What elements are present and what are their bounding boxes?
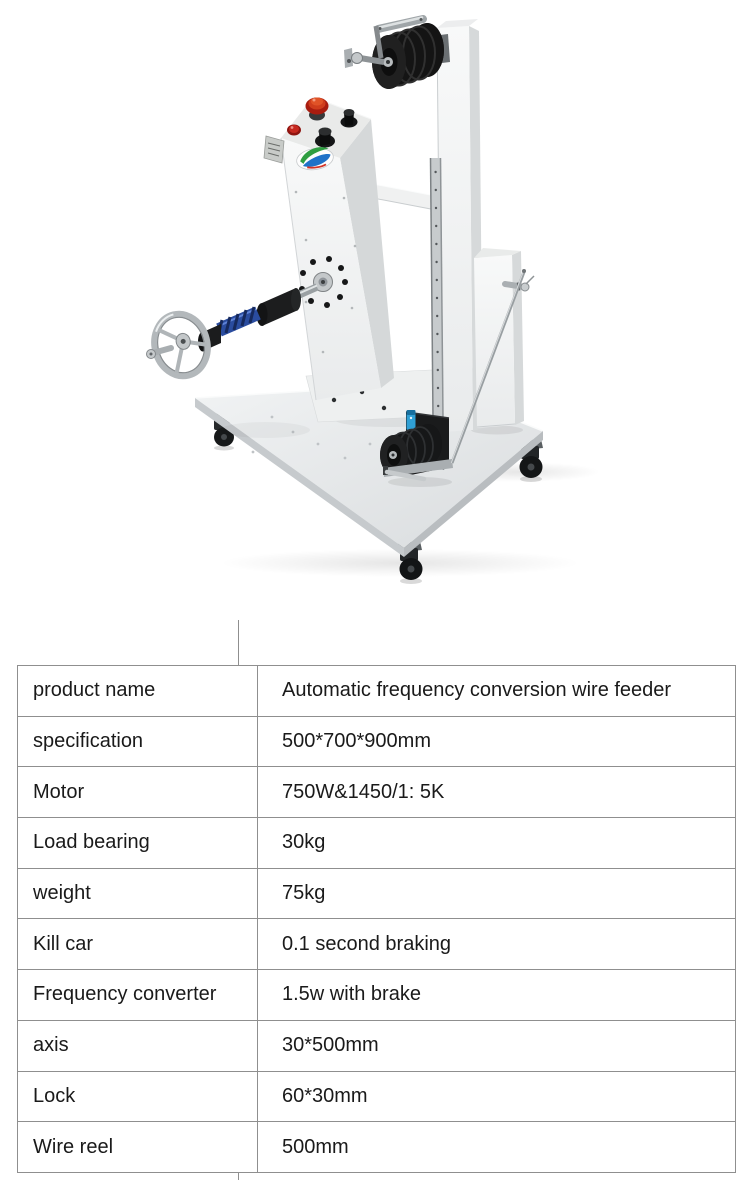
- carriage-sensor: [407, 410, 416, 430]
- spec-label: Motor: [18, 767, 258, 818]
- spec-value: 60*30mm: [258, 1071, 736, 1122]
- name-plate: [264, 136, 284, 163]
- spec-label: Frequency converter: [18, 970, 258, 1021]
- spec-label: axis: [18, 1020, 258, 1071]
- spec-label: weight: [18, 868, 258, 919]
- spec-label: product name: [18, 666, 258, 717]
- spec-value: 500mm: [258, 1122, 736, 1173]
- spec-value: 500*700*900mm: [258, 716, 736, 767]
- spec-label: Lock: [18, 1071, 258, 1122]
- spec-value: Automatic frequency conversion wire feeder: [258, 666, 736, 717]
- spec-row: [18, 970, 736, 1021]
- pilot-light: [287, 125, 301, 136]
- spec-row: [18, 1071, 736, 1122]
- spec-value: 750W&1450/1: 5K: [258, 767, 736, 818]
- top-roller-stack: [344, 18, 450, 90]
- spec-row: [18, 716, 736, 767]
- spec-value: 1.5w with brake: [258, 970, 736, 1021]
- support-post: [474, 248, 534, 428]
- spec-row: [18, 868, 736, 919]
- spec-row: [18, 818, 736, 869]
- hand-wheel: [148, 308, 215, 382]
- tower-body: [281, 97, 394, 400]
- spec-label: Kill car: [18, 919, 258, 970]
- spec-value: 75kg: [258, 868, 736, 919]
- spec-row: [18, 1122, 736, 1173]
- spec-value: 30*500mm: [258, 1020, 736, 1071]
- spec-row: [18, 1020, 736, 1071]
- roller-bracket: [344, 26, 384, 68]
- spec-row: [18, 767, 736, 818]
- spec-row: [18, 919, 736, 970]
- spec-value: 0.1 second braking: [258, 919, 736, 970]
- spec-table: [17, 665, 736, 1173]
- table-divider-stub-bottom: [238, 1173, 239, 1180]
- table-divider-stub-top: [238, 620, 239, 665]
- spec-label: specification: [18, 716, 258, 767]
- spec-label: Wire reel: [18, 1122, 258, 1173]
- spec-value: 30kg: [258, 818, 736, 869]
- spec-label: Load bearing: [18, 818, 258, 869]
- spec-row: [18, 666, 736, 717]
